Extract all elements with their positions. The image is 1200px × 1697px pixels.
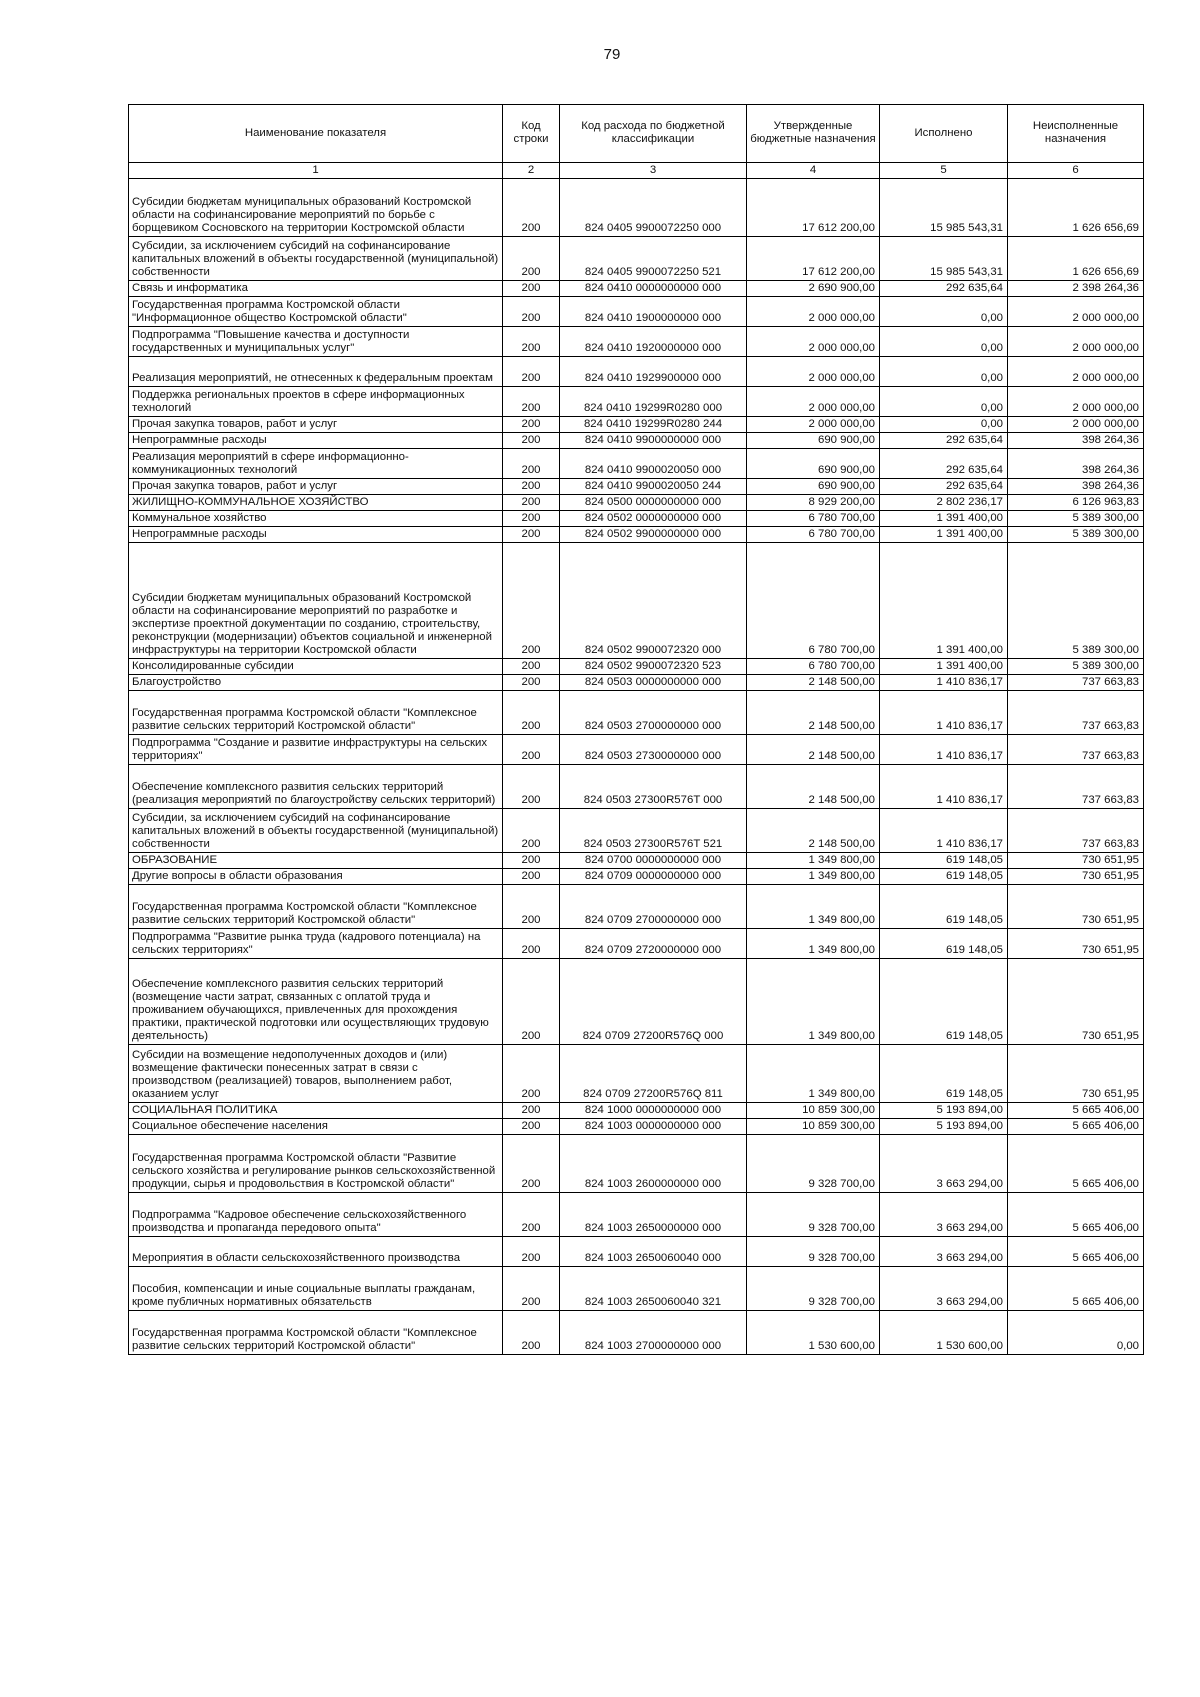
row-executed-cell: 0,00 xyxy=(880,297,1008,327)
row-executed-cell: 1 410 836,17 xyxy=(880,809,1008,853)
table-row xyxy=(129,543,1144,659)
row-kbk-cell: 824 1000 0000000000 000 xyxy=(560,1103,747,1119)
table-row xyxy=(129,433,1144,449)
row-name-cell: Подпрограмма "Повышение качества и доступности государственных и муниципальных услуг" xyxy=(129,327,503,357)
row-unexecuted-cell: 0,00 xyxy=(1008,1311,1144,1355)
row-approved-cell: 9 328 700,00 xyxy=(747,1135,880,1193)
table-row xyxy=(129,1267,1144,1311)
row-name-cell: Благоустройство xyxy=(129,675,503,691)
row-code-cell: 200 xyxy=(503,1119,560,1135)
row-kbk-cell: 824 0709 2700000000 000 xyxy=(560,885,747,929)
row-unexecuted-cell: 730 651,95 xyxy=(1008,869,1144,885)
column-number: 1 xyxy=(129,163,503,179)
row-kbk-cell: 824 1003 2650060040 321 xyxy=(560,1267,747,1311)
row-name-cell: Субсидии на возмещение недополученных доходов и (или) возмещение фактически понесенных затрат в связи с производством (реализацией) товаров, выполнением работ, оказанием услуг xyxy=(129,1045,503,1103)
row-code-cell: 200 xyxy=(503,1237,560,1267)
row-executed-cell: 3 663 294,00 xyxy=(880,1135,1008,1193)
table-row xyxy=(129,1135,1144,1193)
row-approved-cell: 2 000 000,00 xyxy=(747,387,880,417)
row-kbk-cell: 824 0503 0000000000 000 xyxy=(560,675,747,691)
table-row xyxy=(129,495,1144,511)
table-row xyxy=(129,527,1144,543)
budget-execution-table xyxy=(128,104,1144,1355)
row-unexecuted-cell: 2 000 000,00 xyxy=(1008,417,1144,433)
table-row xyxy=(129,1237,1144,1267)
row-name-cell: Подпрограмма "Создание и развитие инфраструктуры на сельских территориях" xyxy=(129,735,503,765)
table-row xyxy=(129,297,1144,327)
column-number: 5 xyxy=(880,163,1008,179)
row-unexecuted-cell: 2 398 264,36 xyxy=(1008,281,1144,297)
row-executed-cell: 619 148,05 xyxy=(880,853,1008,869)
row-name-cell: Мероприятия в области сельскохозяйственного производства xyxy=(129,1237,503,1267)
table-row xyxy=(129,1103,1144,1119)
row-approved-cell: 1 349 800,00 xyxy=(747,1045,880,1103)
row-approved-cell: 1 530 600,00 xyxy=(747,1311,880,1355)
row-code-cell: 200 xyxy=(503,1103,560,1119)
table-row xyxy=(129,735,1144,765)
row-executed-cell: 3 663 294,00 xyxy=(880,1193,1008,1237)
row-name-cell: Социальное обеспечение населения xyxy=(129,1119,503,1135)
row-name-cell: Субсидии бюджетам муниципальных образований Костромской области на софинансирование мероприятий по борьбе с борщевиком Сосновского на территории Костромской области xyxy=(129,179,503,237)
row-name-cell: Непрограммные расходы xyxy=(129,527,503,543)
row-code-cell: 200 xyxy=(503,1045,560,1103)
row-unexecuted-cell: 5 389 300,00 xyxy=(1008,527,1144,543)
header-budget-classification-code: Код расхода по бюджетной классификации xyxy=(560,105,747,163)
table-row xyxy=(129,511,1144,527)
table-row xyxy=(129,691,1144,735)
row-code-cell: 200 xyxy=(503,479,560,495)
row-name-cell: Государственная программа Костромской области "Комплексное развитие сельских территорий Костромской области" xyxy=(129,885,503,929)
row-name-cell: Обеспечение комплексного развития сельских территорий (реализация мероприятий по благоустройству сельских территорий) xyxy=(129,765,503,809)
row-unexecuted-cell: 1 626 656,69 xyxy=(1008,237,1144,281)
row-name-cell: Прочая закупка товаров, работ и услуг xyxy=(129,417,503,433)
row-executed-cell: 3 663 294,00 xyxy=(880,1237,1008,1267)
row-kbk-cell: 824 0502 9900072320 000 xyxy=(560,543,747,659)
table-row xyxy=(129,387,1144,417)
row-approved-cell: 690 900,00 xyxy=(747,449,880,479)
table-row xyxy=(129,281,1144,297)
table-row xyxy=(129,479,1144,495)
row-code-cell: 200 xyxy=(503,297,560,327)
row-approved-cell: 9 328 700,00 xyxy=(747,1193,880,1237)
row-name-cell: Подпрограмма "Развитие рынка труда (кадрового потенциала) на сельских территориях" xyxy=(129,929,503,959)
row-code-cell: 200 xyxy=(503,237,560,281)
row-approved-cell: 6 780 700,00 xyxy=(747,527,880,543)
row-unexecuted-cell: 5 389 300,00 xyxy=(1008,511,1144,527)
row-executed-cell: 2 802 236,17 xyxy=(880,495,1008,511)
row-kbk-cell: 824 0503 27300R576T 521 xyxy=(560,809,747,853)
row-approved-cell: 1 349 800,00 xyxy=(747,869,880,885)
row-kbk-cell: 824 0709 2720000000 000 xyxy=(560,929,747,959)
row-unexecuted-cell: 737 663,83 xyxy=(1008,691,1144,735)
table-header xyxy=(129,105,1144,179)
row-code-cell: 200 xyxy=(503,959,560,1045)
row-name-cell: Консолидированные субсидии xyxy=(129,659,503,675)
table-row xyxy=(129,809,1144,853)
row-name-cell: Субсидии, за исключением субсидий на софинансирование капитальных вложений в объекты государственной (муниципальной) собственности xyxy=(129,809,503,853)
row-name-cell: Прочая закупка товаров, работ и услуг xyxy=(129,479,503,495)
row-approved-cell: 690 900,00 xyxy=(747,433,880,449)
row-kbk-cell: 824 0709 27200R576Q 811 xyxy=(560,1045,747,1103)
row-executed-cell: 619 148,05 xyxy=(880,1045,1008,1103)
row-executed-cell: 1 410 836,17 xyxy=(880,691,1008,735)
row-unexecuted-cell: 5 665 406,00 xyxy=(1008,1135,1144,1193)
table-row xyxy=(129,327,1144,357)
row-kbk-cell: 824 0503 2730000000 000 xyxy=(560,735,747,765)
table-row xyxy=(129,1045,1144,1103)
header-executed: Исполнено xyxy=(880,105,1008,163)
row-name-cell: Пособия, компенсации и иные социальные выплаты гражданам, кроме публичных нормативных обязательств xyxy=(129,1267,503,1311)
row-code-cell: 200 xyxy=(503,691,560,735)
row-kbk-cell: 824 0502 0000000000 000 xyxy=(560,511,747,527)
table-row xyxy=(129,959,1144,1045)
row-kbk-cell: 824 1003 0000000000 000 xyxy=(560,1119,747,1135)
row-executed-cell: 292 635,64 xyxy=(880,433,1008,449)
row-unexecuted-cell: 398 264,36 xyxy=(1008,433,1144,449)
row-code-cell: 200 xyxy=(503,929,560,959)
row-code-cell: 200 xyxy=(503,735,560,765)
row-executed-cell: 292 635,64 xyxy=(880,479,1008,495)
row-name-cell: Обеспечение комплексного развития сельских территорий (возмещение части затрат, связанных с оплатой труда и проживанием обучающихся, привлеченных для прохождения практики, практической подготовки или осуществляющих трудовую деятельность) xyxy=(129,959,503,1045)
row-name-cell: Подпрограмма "Кадровое обеспечение сельскохозяйственного производства и пропаганда передового опыта" xyxy=(129,1193,503,1237)
row-code-cell: 200 xyxy=(503,675,560,691)
row-kbk-cell: 824 0700 0000000000 000 xyxy=(560,853,747,869)
table-row xyxy=(129,357,1144,387)
row-unexecuted-cell: 2 000 000,00 xyxy=(1008,297,1144,327)
row-kbk-cell: 824 0503 27300R576T 000 xyxy=(560,765,747,809)
row-approved-cell: 6 780 700,00 xyxy=(747,659,880,675)
row-executed-cell: 619 148,05 xyxy=(880,869,1008,885)
row-code-cell: 200 xyxy=(503,387,560,417)
row-kbk-cell: 824 0405 9900072250 521 xyxy=(560,237,747,281)
row-kbk-cell: 824 0410 1900000000 000 xyxy=(560,297,747,327)
row-executed-cell: 15 985 543,31 xyxy=(880,237,1008,281)
row-unexecuted-cell: 398 264,36 xyxy=(1008,449,1144,479)
table-body xyxy=(129,179,1144,1355)
row-kbk-cell: 824 0410 0000000000 000 xyxy=(560,281,747,297)
row-unexecuted-cell: 737 663,83 xyxy=(1008,735,1144,765)
row-executed-cell: 619 148,05 xyxy=(880,959,1008,1045)
row-kbk-cell: 824 0410 19299R0280 244 xyxy=(560,417,747,433)
row-unexecuted-cell: 737 663,83 xyxy=(1008,809,1144,853)
header-line-code: Код строки xyxy=(503,105,560,163)
row-executed-cell: 0,00 xyxy=(880,327,1008,357)
row-executed-cell: 619 148,05 xyxy=(880,885,1008,929)
row-unexecuted-cell: 730 651,95 xyxy=(1008,1045,1144,1103)
row-executed-cell: 0,00 xyxy=(880,387,1008,417)
row-unexecuted-cell: 5 665 406,00 xyxy=(1008,1267,1144,1311)
row-kbk-cell: 824 0709 27200R576Q 000 xyxy=(560,959,747,1045)
row-executed-cell: 1 391 400,00 xyxy=(880,511,1008,527)
row-approved-cell: 1 349 800,00 xyxy=(747,885,880,929)
row-code-cell: 200 xyxy=(503,327,560,357)
row-name-cell: Субсидии, за исключением субсидий на софинансирование капитальных вложений в объекты государственной (муниципальной) собственности xyxy=(129,237,503,281)
row-unexecuted-cell: 2 000 000,00 xyxy=(1008,387,1144,417)
row-executed-cell: 292 635,64 xyxy=(880,449,1008,479)
row-code-cell: 200 xyxy=(503,449,560,479)
row-unexecuted-cell: 730 651,95 xyxy=(1008,885,1144,929)
row-name-cell: Коммунальное хозяйство xyxy=(129,511,503,527)
row-name-cell: Субсидии бюджетам муниципальных образований Костромской области на софинансирование мероприятий по разработке и экспертизе проектной документации по созданию, строительству, реконструкции (модернизации) объектов социальной и инженерной инфраструктуры на территории Костромской области xyxy=(129,543,503,659)
row-name-cell: Государственная программа Костромской области "Развитие сельского хозяйства и регулирование рынков сельскохозяйственной продукции, сырья и продовольствия в Костромской области" xyxy=(129,1135,503,1193)
row-approved-cell: 690 900,00 xyxy=(747,479,880,495)
row-kbk-cell: 824 0410 9900020050 000 xyxy=(560,449,747,479)
row-kbk-cell: 824 0410 19299R0280 000 xyxy=(560,387,747,417)
table-row xyxy=(129,1119,1144,1135)
row-name-cell: Непрограммные расходы xyxy=(129,433,503,449)
row-code-cell: 200 xyxy=(503,1267,560,1311)
table-row xyxy=(129,869,1144,885)
row-unexecuted-cell: 730 651,95 xyxy=(1008,929,1144,959)
row-approved-cell: 17 612 200,00 xyxy=(747,237,880,281)
row-code-cell: 200 xyxy=(503,511,560,527)
row-name-cell: Связь и информатика xyxy=(129,281,503,297)
table-row xyxy=(129,765,1144,809)
row-code-cell: 200 xyxy=(503,659,560,675)
row-unexecuted-cell: 5 389 300,00 xyxy=(1008,543,1144,659)
table-row xyxy=(129,449,1144,479)
row-approved-cell: 2 690 900,00 xyxy=(747,281,880,297)
row-code-cell: 200 xyxy=(503,495,560,511)
row-name-cell: Поддержка региональных проектов в сфере информационных технологий xyxy=(129,387,503,417)
row-approved-cell: 2 148 500,00 xyxy=(747,765,880,809)
row-unexecuted-cell: 6 126 963,83 xyxy=(1008,495,1144,511)
row-kbk-cell: 824 1003 2650000000 000 xyxy=(560,1193,747,1237)
row-code-cell: 200 xyxy=(503,179,560,237)
page-number: 79 xyxy=(603,46,621,63)
row-kbk-cell: 824 0502 9900072320 523 xyxy=(560,659,747,675)
row-approved-cell: 2 148 500,00 xyxy=(747,675,880,691)
row-unexecuted-cell: 5 665 406,00 xyxy=(1008,1119,1144,1135)
row-name-cell: Государственная программа Костромской области "Комплексное развитие сельских территорий Костромской области" xyxy=(129,691,503,735)
row-kbk-cell: 824 0410 9900020050 244 xyxy=(560,479,747,495)
row-code-cell: 200 xyxy=(503,417,560,433)
row-approved-cell: 8 929 200,00 xyxy=(747,495,880,511)
row-code-cell: 200 xyxy=(503,527,560,543)
row-unexecuted-cell: 730 651,95 xyxy=(1008,853,1144,869)
row-approved-cell: 9 328 700,00 xyxy=(747,1267,880,1311)
row-executed-cell: 15 985 543,31 xyxy=(880,179,1008,237)
row-executed-cell: 0,00 xyxy=(880,417,1008,433)
row-kbk-cell: 824 1003 2650060040 000 xyxy=(560,1237,747,1267)
row-name-cell: ОБРАЗОВАНИЕ xyxy=(129,853,503,869)
row-approved-cell: 6 780 700,00 xyxy=(747,543,880,659)
row-unexecuted-cell: 1 626 656,69 xyxy=(1008,179,1144,237)
row-name-cell: ЖИЛИЩНО-КОММУНАЛЬНОЕ ХОЗЯЙСТВО xyxy=(129,495,503,511)
row-executed-cell: 619 148,05 xyxy=(880,929,1008,959)
row-kbk-cell: 824 1003 2600000000 000 xyxy=(560,1135,747,1193)
row-unexecuted-cell: 5 665 406,00 xyxy=(1008,1193,1144,1237)
row-approved-cell: 2 000 000,00 xyxy=(747,327,880,357)
row-executed-cell: 5 193 894,00 xyxy=(880,1119,1008,1135)
row-approved-cell: 6 780 700,00 xyxy=(747,511,880,527)
row-executed-cell: 1 391 400,00 xyxy=(880,659,1008,675)
row-unexecuted-cell: 5 665 406,00 xyxy=(1008,1103,1144,1119)
table-row xyxy=(129,179,1144,237)
row-code-cell: 200 xyxy=(503,1193,560,1237)
table-row xyxy=(129,929,1144,959)
row-approved-cell: 1 349 800,00 xyxy=(747,929,880,959)
table-row xyxy=(129,237,1144,281)
row-unexecuted-cell: 737 663,83 xyxy=(1008,765,1144,809)
row-approved-cell: 2 148 500,00 xyxy=(747,809,880,853)
row-code-cell: 200 xyxy=(503,809,560,853)
table-row xyxy=(129,885,1144,929)
row-name-cell: СОЦИАЛЬНАЯ ПОЛИТИКА xyxy=(129,1103,503,1119)
column-number: 6 xyxy=(1008,163,1144,179)
row-code-cell: 200 xyxy=(503,357,560,387)
row-kbk-cell: 824 0502 9900000000 000 xyxy=(560,527,747,543)
row-code-cell: 200 xyxy=(503,853,560,869)
row-approved-cell: 17 612 200,00 xyxy=(747,179,880,237)
row-executed-cell: 1 530 600,00 xyxy=(880,1311,1008,1355)
row-approved-cell: 1 349 800,00 xyxy=(747,853,880,869)
row-executed-cell: 292 635,64 xyxy=(880,281,1008,297)
header-unexecuted-appropriations: Неисполненные назначения xyxy=(1008,105,1144,163)
row-kbk-cell: 824 0500 0000000000 000 xyxy=(560,495,747,511)
row-name-cell: Государственная программа Костромской области "Информационное общество Костромской области" xyxy=(129,297,503,327)
row-code-cell: 200 xyxy=(503,885,560,929)
header-approved-appropriations: Утвержденные бюджетные назначения xyxy=(747,105,880,163)
row-executed-cell: 1 410 836,17 xyxy=(880,735,1008,765)
row-code-cell: 200 xyxy=(503,765,560,809)
row-kbk-cell: 824 1003 2700000000 000 xyxy=(560,1311,747,1355)
row-name-cell: Реализация мероприятий в сфере информационно-коммуникационных технологий xyxy=(129,449,503,479)
row-unexecuted-cell: 2 000 000,00 xyxy=(1008,327,1144,357)
row-code-cell: 200 xyxy=(503,1135,560,1193)
row-code-cell: 200 xyxy=(503,1311,560,1355)
row-kbk-cell: 824 0410 1929900000 000 xyxy=(560,357,747,387)
column-number: 4 xyxy=(747,163,880,179)
row-kbk-cell: 824 0709 0000000000 000 xyxy=(560,869,747,885)
row-code-cell: 200 xyxy=(503,869,560,885)
row-unexecuted-cell: 5 665 406,00 xyxy=(1008,1237,1144,1267)
table-row xyxy=(129,1311,1144,1355)
row-approved-cell: 2 148 500,00 xyxy=(747,691,880,735)
row-executed-cell: 1 391 400,00 xyxy=(880,543,1008,659)
row-unexecuted-cell: 730 651,95 xyxy=(1008,959,1144,1045)
row-executed-cell: 1 391 400,00 xyxy=(880,527,1008,543)
row-code-cell: 200 xyxy=(503,281,560,297)
row-unexecuted-cell: 737 663,83 xyxy=(1008,675,1144,691)
row-unexecuted-cell: 5 389 300,00 xyxy=(1008,659,1144,675)
row-code-cell: 200 xyxy=(503,433,560,449)
column-number: 2 xyxy=(503,163,560,179)
row-kbk-cell: 824 0405 9900072250 000 xyxy=(560,179,747,237)
row-approved-cell: 2 148 500,00 xyxy=(747,735,880,765)
table-row xyxy=(129,853,1144,869)
row-approved-cell: 9 328 700,00 xyxy=(747,1237,880,1267)
table-row xyxy=(129,417,1144,433)
row-name-cell: Государственная программа Костромской области "Комплексное развитие сельских территорий Костромской области" xyxy=(129,1311,503,1355)
row-approved-cell: 10 859 300,00 xyxy=(747,1119,880,1135)
table-row xyxy=(129,1193,1144,1237)
row-approved-cell: 2 000 000,00 xyxy=(747,297,880,327)
row-executed-cell: 1 410 836,17 xyxy=(880,675,1008,691)
row-kbk-cell: 824 0503 2700000000 000 xyxy=(560,691,747,735)
table-row xyxy=(129,659,1144,675)
row-executed-cell: 3 663 294,00 xyxy=(880,1267,1008,1311)
row-executed-cell: 0,00 xyxy=(880,357,1008,387)
row-unexecuted-cell: 398 264,36 xyxy=(1008,479,1144,495)
row-approved-cell: 2 000 000,00 xyxy=(747,357,880,387)
row-kbk-cell: 824 0410 1920000000 000 xyxy=(560,327,747,357)
header-indicator-name: Наименование показателя xyxy=(129,105,503,163)
row-approved-cell: 10 859 300,00 xyxy=(747,1103,880,1119)
column-number: 3 xyxy=(560,163,747,179)
row-approved-cell: 1 349 800,00 xyxy=(747,959,880,1045)
row-code-cell: 200 xyxy=(503,543,560,659)
row-name-cell: Другие вопросы в области образования xyxy=(129,869,503,885)
table-row xyxy=(129,675,1144,691)
row-name-cell: Реализация мероприятий, не отнесенных к федеральным проектам xyxy=(129,357,503,387)
row-executed-cell: 1 410 836,17 xyxy=(880,765,1008,809)
row-approved-cell: 2 000 000,00 xyxy=(747,417,880,433)
row-executed-cell: 5 193 894,00 xyxy=(880,1103,1008,1119)
row-unexecuted-cell: 2 000 000,00 xyxy=(1008,357,1144,387)
row-kbk-cell: 824 0410 9900000000 000 xyxy=(560,433,747,449)
